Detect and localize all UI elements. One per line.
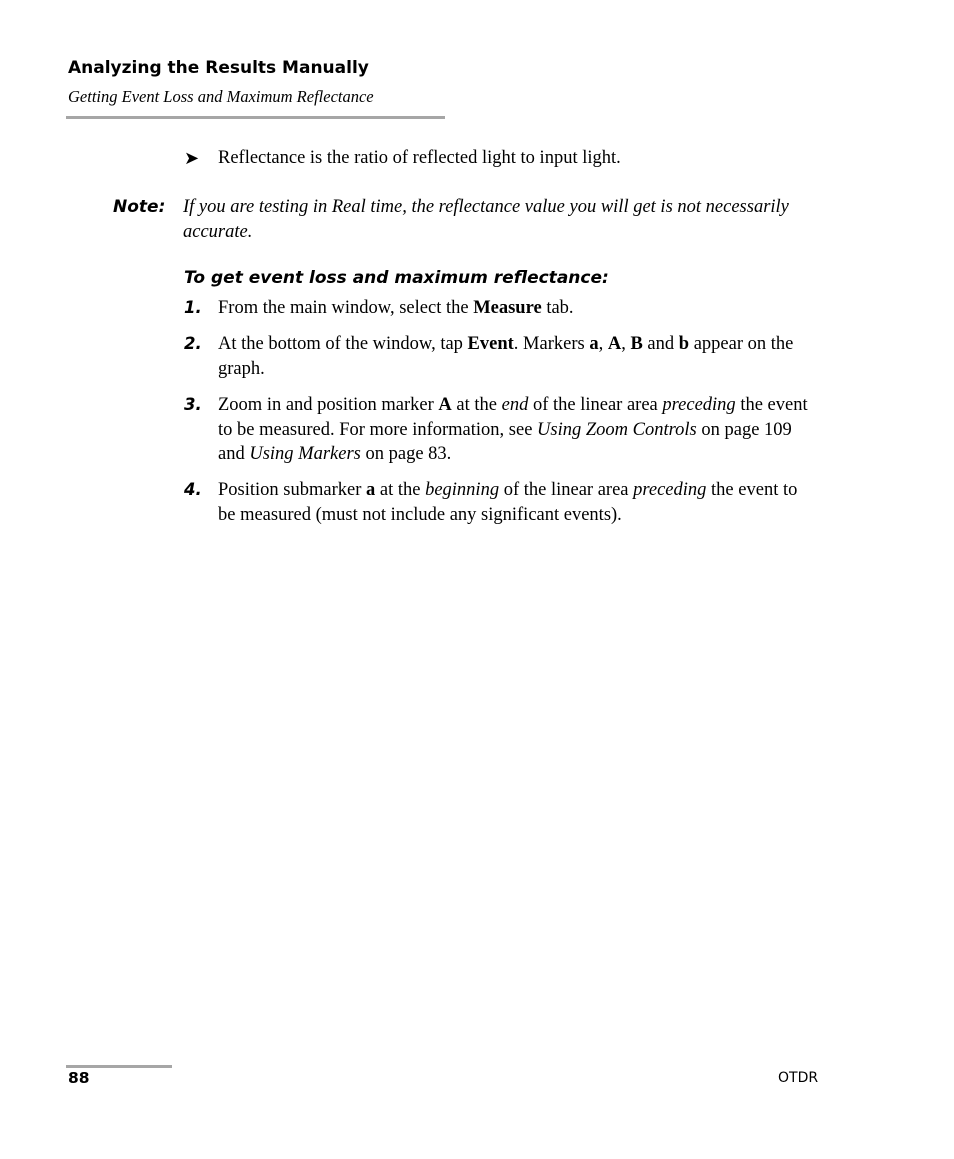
step-text <box>218 296 818 321</box>
procedure-title: To get event loss and maximum reflectance: <box>184 268 609 288</box>
emphasis: end <box>501 395 529 415</box>
step-text-part: on page 83. <box>360 444 452 464</box>
step-number: 2. <box>184 334 202 353</box>
page-number: 88 <box>68 1069 90 1087</box>
marker-name: a <box>589 334 599 354</box>
step-text-part: on page 109 and <box>218 419 792 464</box>
step-text-part: Zoom in and position marker <box>218 395 439 415</box>
emphasis: preceding <box>633 480 707 500</box>
step-text-part: , <box>598 334 608 354</box>
step-number: 1. <box>184 298 202 317</box>
bullet-text: Reflectance is the ratio of reflected light to input light. <box>218 148 621 168</box>
marker-name: b <box>678 334 690 354</box>
emphasis: preceding <box>662 395 736 415</box>
document-name: OTDR <box>778 1070 819 1086</box>
marker-name: A <box>438 395 452 415</box>
step-text-part: At the bottom of the window, tap <box>218 334 468 354</box>
marker-name: a <box>366 480 376 500</box>
note-text: If you are testing in Real time, the reflectance value you will get is not necessarily accurate. <box>183 197 789 242</box>
ui-term-event: Event <box>467 334 514 354</box>
step-text <box>218 332 818 381</box>
step-text-part: at the <box>451 395 502 415</box>
step-text-part: tab. <box>541 298 574 318</box>
cross-reference: Using Markers <box>249 444 361 464</box>
note-label: Note: <box>113 197 166 217</box>
step-text <box>218 478 818 527</box>
step-number: 3. <box>184 395 202 414</box>
header-divider <box>66 116 445 119</box>
step-number: 4. <box>184 480 202 499</box>
step-text-part: , <box>621 334 631 354</box>
step-text-part: appear on the graph. <box>218 334 794 379</box>
step-text-part: at the <box>375 480 426 500</box>
chapter-title: Analyzing the Results Manually <box>68 58 369 78</box>
section-title: Getting Event Loss and Maximum Reflectance <box>68 87 374 106</box>
marker-name: B <box>630 334 643 354</box>
marker-name: A <box>607 334 622 354</box>
footer-divider <box>66 1065 172 1068</box>
step-text-part: . Markers <box>513 334 590 354</box>
cross-reference: Using Zoom Controls <box>537 419 697 440</box>
arrow-bullet-icon: ➤ <box>184 148 200 168</box>
ui-term-measure: Measure <box>473 298 542 318</box>
emphasis: beginning <box>425 480 500 500</box>
step-text-part: of the linear area <box>528 395 663 415</box>
step-text-part: the event to be measured (must not include any significant events). <box>218 480 798 525</box>
step-text-part: and <box>642 334 679 354</box>
step-text-part: of the linear area <box>499 480 634 500</box>
step-text-part: Position submarker <box>218 480 366 500</box>
step-text-part: From the main window, select the <box>218 298 474 318</box>
step-text-part: the event to be measured. For more information, see <box>218 395 808 440</box>
step-text <box>218 393 818 467</box>
